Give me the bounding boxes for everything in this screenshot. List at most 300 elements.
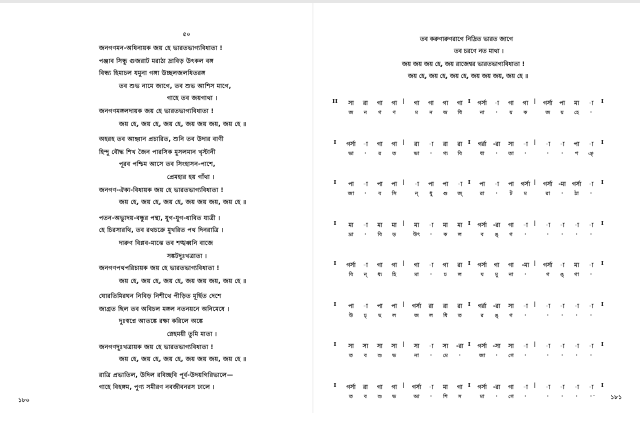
syllable: উৎ [410, 232, 424, 240]
note: পা [475, 180, 489, 190]
syllable: না [475, 110, 489, 118]
syllable: হি [387, 272, 401, 280]
notation-row [330, 261, 630, 302]
bar-line: I [466, 221, 472, 227]
lyric-line: জাগ্রত ছিল তব অবিচল মঙ্গল নতনয়নে অনিমেষে । [99, 304, 299, 317]
bar-line: I [466, 140, 472, 146]
lyric-line: স্নেহময়ী তুমি মাতা । [99, 329, 299, 342]
note: গা [373, 99, 387, 109]
syllable: ভা [410, 151, 424, 159]
lyric-line: জয় জয় জয় হে, জয় রাজেশ্বর ভারতভাগ্যবিধাতা ! [402, 59, 612, 71]
notation-row [330, 342, 630, 383]
note: গা [504, 221, 518, 231]
note: গর্সা [518, 180, 532, 190]
syllable: ন্ [358, 272, 372, 280]
note: পা [344, 302, 358, 312]
note: পা [373, 180, 387, 190]
note: -া [541, 342, 555, 352]
syllable: ব [358, 394, 372, 402]
note: গা [387, 99, 401, 109]
syllable: · [541, 232, 555, 238]
bar-line-close: I [599, 140, 605, 146]
lyric-line: হে চিরসারথি, তব রথচক্রে মুখরিত পথ দিনরাত্রি । [99, 225, 299, 238]
note: -সা [490, 342, 504, 352]
note: গা [453, 383, 467, 393]
notation-row [330, 180, 630, 221]
bar-line: | [532, 342, 538, 348]
syllable: জ [541, 110, 555, 118]
syllable: ল [387, 313, 401, 321]
note: -া [424, 342, 438, 352]
syllable: ধ্য [373, 272, 387, 280]
bar-line-close: I [599, 221, 605, 227]
syllable: ক [518, 110, 532, 118]
notation-notes [330, 383, 620, 393]
bar-line-open: I [330, 261, 340, 267]
notation-syllables [340, 191, 630, 201]
note: -া [518, 383, 532, 393]
lyric-line: বিন্ধ্য হিমাচল যমুনা গঙ্গা উচ্ছলজলধিতরঙ্গ [99, 68, 299, 81]
lyric-line: প্রেমহার হয় গাঁথা । [99, 172, 299, 185]
syllable: · [584, 232, 598, 238]
note: গা [504, 383, 518, 393]
syllable: ধি [453, 110, 467, 118]
lyric-line: তব শুভ নামে জাগে, তব শুভ আশিস মাগে, [99, 81, 299, 94]
note: -া [358, 221, 372, 231]
bar-line: | [532, 261, 538, 267]
syllable: ড় [387, 232, 401, 240]
note: গর্রা [475, 302, 489, 312]
note: -রা [490, 302, 504, 312]
bar-line-open: I [330, 180, 340, 186]
syllable: হে [570, 110, 584, 118]
syllable: · [570, 394, 584, 400]
syllable: · [570, 313, 584, 319]
bar-line-close: I [599, 180, 605, 186]
syllable: ম [410, 110, 424, 118]
notation-syllables [340, 353, 630, 363]
bar-line: I [466, 99, 472, 105]
syllable: জ [410, 313, 424, 321]
note: -া [584, 180, 598, 190]
note: পা [387, 302, 401, 312]
note: রা [453, 140, 467, 150]
syllable: · [424, 151, 438, 157]
book-spread [0, 3, 640, 413]
lyric-line: গাহে বিহঙ্গম, পুণ্য সমীরণ নবজীবনরস ঢালে । [99, 382, 299, 395]
bar-line: | [532, 140, 538, 146]
note: -া [541, 302, 555, 312]
note: -া [570, 302, 584, 312]
page-number-left: ১৮০ [18, 395, 30, 406]
note: রা [453, 261, 467, 271]
syllable: ন্ [410, 191, 424, 199]
syllable: চ্ [358, 313, 372, 321]
lyric-line: পতন-অভ্যুদয়-বন্ধুর পন্থা, যুগ-যুগ-ধাবিত যাত্রী । [99, 213, 299, 226]
note: মা [570, 99, 584, 109]
bar-line: | [401, 261, 407, 267]
note: গা [453, 99, 467, 109]
note: পা [504, 180, 518, 190]
note: -া [518, 302, 532, 312]
note: গর্সা [344, 140, 358, 150]
lyric-line: পঞ্জাব সিন্ধু গুজরাট মরাঠা দ্রাবিড় উৎকল বঙ্গ [99, 56, 299, 69]
syllable: জা [475, 353, 489, 361]
syllable: জ্ [453, 191, 467, 199]
syllable: গ [504, 232, 518, 240]
syllable: আ [410, 394, 424, 402]
syllable: মে [438, 353, 452, 361]
notation-row [330, 140, 630, 181]
note: -া [584, 261, 598, 271]
syllable: গা [570, 272, 584, 280]
syllable: ভ [387, 394, 401, 402]
syllable: · [424, 272, 438, 278]
note: গা [504, 99, 518, 109]
syllable: ব [373, 191, 387, 199]
syllable: শু [373, 394, 387, 402]
syllable: · [490, 110, 504, 116]
syllable: রা [541, 191, 555, 199]
bar-line-close: I [599, 342, 605, 348]
note: -া [518, 140, 532, 150]
bar-line: | [401, 99, 407, 105]
syllable: · [490, 353, 504, 359]
note: -রা [490, 221, 504, 231]
page-number-right: ১৮১ [610, 392, 622, 403]
note: -া [453, 180, 467, 190]
lyric-line: তব চরণে নত মাথা । [402, 46, 612, 58]
bar-line: I [466, 261, 472, 267]
note: রা [438, 140, 452, 150]
bar-line: | [532, 302, 538, 308]
note: সা [410, 342, 424, 352]
note: পা [438, 180, 452, 190]
note: মা [570, 261, 584, 271]
syllable: র [373, 151, 387, 159]
note: সা [373, 342, 387, 352]
note: গর্সা [541, 99, 555, 109]
note: -া [490, 180, 504, 190]
syllable: প [570, 151, 584, 159]
note: গা [424, 99, 438, 109]
note: পা [555, 99, 569, 109]
syllable: ণ [387, 110, 401, 118]
syllable: ধি [438, 313, 452, 321]
note: গর্সা [475, 99, 489, 109]
syllable: গে [504, 353, 518, 361]
bar-line: I [466, 180, 472, 186]
notation-notes [330, 342, 620, 352]
note: -া [584, 302, 598, 312]
note: মা [387, 221, 401, 231]
syllable: · [541, 151, 555, 157]
syllable: · [518, 353, 532, 359]
syllable: ক [438, 232, 452, 240]
syllable: বি [373, 232, 387, 240]
lyric-line: তব করুণারুণরাগে নিদ্রিত ভারত জাগে [402, 34, 612, 46]
lyrics-block [99, 43, 299, 395]
syllable: ঙ্ [490, 313, 504, 321]
bar-line: I [466, 383, 472, 389]
lyric-line: হিন্দু বৌদ্ধ শিখ জৈন পারসিক মুসলমান খৃস্টানী [99, 147, 299, 160]
scan-mark: - [593, 392, 595, 399]
note: মা [373, 221, 387, 231]
note: রা [453, 302, 467, 312]
note: গা [387, 261, 401, 271]
note: -া [555, 140, 569, 150]
note: -া [410, 180, 424, 190]
note: -া [424, 140, 438, 150]
note: -া [570, 342, 584, 352]
note: পা [570, 140, 584, 150]
lyric-line: সঙ্কটদুঃখত্রাতা । [99, 251, 299, 264]
lyric-line: জনগণ-ঐক্য-বিধায়ক জয় হে ভারতভাগ্যবিধাতা ! [99, 185, 299, 198]
lyric-line: জনগণমন-অধিনায়ক জয় হে ভারতভাগ্যবিধাতা ! [99, 43, 299, 56]
section-number: ৫০ [0, 29, 313, 40]
syllable: মু [490, 272, 504, 280]
syllable: ব [475, 232, 489, 240]
bar-line: I [466, 342, 472, 348]
syllable: ত [344, 394, 358, 402]
notation-syllables [340, 394, 630, 404]
bar-line: I [466, 302, 472, 308]
syllable: · [555, 191, 569, 197]
note: গর্সা [344, 261, 358, 271]
note: গা [410, 261, 424, 271]
note: -া [584, 221, 598, 231]
note: -া [541, 383, 555, 393]
syllable: · [555, 151, 569, 157]
syllable: সি [387, 191, 401, 199]
note: -া [358, 140, 372, 150]
note: -া [490, 99, 504, 109]
notation-syllables [340, 232, 630, 242]
note: গা [387, 140, 401, 150]
syllable: স [453, 394, 467, 402]
note: গা [438, 99, 452, 109]
note: সা [504, 302, 518, 312]
syllable: · [584, 313, 598, 319]
syllable: · [570, 353, 584, 359]
bar-line-close: I [599, 99, 605, 105]
lyric-line: পূরব পশ্চিম আসে তব সিংহাসন-পাশে, [99, 159, 299, 172]
syllable: ত [344, 353, 358, 361]
note: -া [541, 221, 555, 231]
note: গা [373, 383, 387, 393]
syllable: জা [344, 191, 358, 199]
note: পা [373, 302, 387, 312]
bar-line-open: I [330, 342, 340, 348]
lyric-line: জনগণমঙ্গলদায়ক জয় হে ভারতভাগ্যবিধাতা ! [99, 106, 299, 119]
syllable: · [584, 353, 598, 359]
syllable: য় [555, 110, 569, 118]
syllable: অ [438, 110, 452, 118]
note: -া [555, 302, 569, 312]
note: -া [570, 221, 584, 231]
syllable: দ্রা [344, 232, 358, 240]
note: গর্সা [475, 342, 489, 352]
notation-syllables [340, 110, 630, 120]
syllable: ল [424, 313, 438, 321]
syllable: রা [475, 191, 489, 199]
lyric-line: অহরহ তব আহ্বান প্রচারিত, শুনি তব উদার বাণী [99, 134, 299, 147]
syllable: ঞ্ [584, 151, 598, 159]
notation-row [330, 221, 630, 262]
note: গর্সা [475, 221, 489, 231]
syllable: ধা [475, 151, 489, 159]
syllable: মা [410, 272, 424, 280]
syllable: ন [358, 110, 372, 118]
syllable: · [358, 232, 372, 238]
swaralipi-notation [330, 99, 630, 423]
syllable: য় [504, 110, 518, 118]
note: গর্সা [541, 261, 555, 271]
note: -রা [490, 383, 504, 393]
note: গা [490, 261, 504, 271]
bar-line: | [532, 221, 538, 227]
syllable: · [555, 394, 569, 400]
note: -া [358, 261, 372, 271]
lyric-line: জয় হে, জয় হে, জয় হে, জয় জয় জয়, জয় হে ॥ [99, 276, 299, 289]
note: গর্রা [475, 140, 489, 150]
syllable: · [584, 394, 598, 400]
syllable: · [490, 151, 504, 157]
notation-notes [330, 261, 620, 271]
note: -া [358, 180, 372, 190]
lyric-line: রাত্রি প্রভাতিল, উদিল রবিচ্ছবি পূর্ব-উদয়গিরিভালে— [99, 370, 299, 383]
syllable: ঠা [570, 191, 584, 199]
bar-line-close: I [599, 261, 605, 267]
syllable: · [584, 110, 598, 116]
note: গর্সা [475, 261, 489, 271]
note: গর্সা [475, 383, 489, 393]
syllable: · [518, 313, 532, 319]
note: পা [344, 180, 358, 190]
lyrics-continuation [402, 34, 612, 84]
syllable: শি [438, 394, 452, 402]
note: -া [555, 342, 569, 352]
syllable: · [541, 394, 555, 400]
note: -মা [555, 180, 569, 190]
notation-row [330, 383, 630, 423]
syllable: ঙ্ [555, 272, 569, 280]
note: -া [358, 302, 372, 312]
notation-row [330, 302, 630, 343]
syllable: র [475, 313, 489, 321]
lyric-line: জয় হে, জয় হে, জয় হে, জয় জয় জয়, জয় হে ॥ [402, 71, 612, 83]
syllable: গ [504, 313, 518, 321]
syllable: ভা [344, 151, 358, 159]
syllable: · [518, 394, 532, 400]
note: সা [358, 342, 372, 352]
bar-line: | [532, 99, 538, 105]
note: রা [438, 302, 452, 312]
notation-syllables [340, 272, 630, 282]
note: -া [424, 261, 438, 271]
note: মা [410, 221, 424, 231]
syllable: জ [344, 110, 358, 118]
syllable: · [358, 151, 372, 157]
syllable: বি [453, 151, 467, 159]
note: -া [555, 261, 569, 271]
note: -া [570, 383, 584, 393]
syllable: ত [453, 313, 467, 321]
syllable: · [555, 313, 569, 319]
syllable: · [424, 353, 438, 359]
syllable: · [490, 394, 504, 400]
note: রা [358, 99, 372, 109]
note: -া [555, 383, 569, 393]
syllable: বি [344, 272, 358, 280]
bar-line: | [532, 180, 538, 186]
bar-line-open: I [330, 140, 340, 146]
note: গা [373, 140, 387, 150]
notation-syllables [340, 151, 630, 161]
note: মা [438, 221, 452, 231]
syllable: ল [453, 232, 467, 240]
bar-line: | [532, 383, 538, 389]
syllable: ব [358, 353, 372, 361]
note: -রা [453, 342, 467, 352]
notation-notes [330, 221, 620, 231]
syllable: ল [453, 272, 467, 280]
note: গর্সা [410, 383, 424, 393]
note: গর্সা [570, 180, 584, 190]
note: -া [584, 383, 598, 393]
note: -রা [490, 140, 504, 150]
note: -া [584, 342, 598, 352]
note: গর্সা [410, 302, 424, 312]
notation-notes [330, 140, 620, 150]
syllable: তা [504, 151, 518, 159]
syllable: · [518, 232, 532, 238]
lyric-line: জয় হে, জয় হে, জয় হে, জয় জয় জয়, জয় হে ॥ [99, 119, 299, 132]
lyric-line: গাহে তব জয়গাথা । [99, 93, 299, 106]
syllable: · [541, 353, 555, 359]
syllable: · [490, 191, 504, 197]
note: সা [344, 342, 358, 352]
syllable: · [584, 191, 598, 197]
lyric-line: ঘোরতিমিরঘন নিবিড় নিশীথে পীড়িত মূর্ছিত দেশে [99, 291, 299, 304]
notation-notes [330, 99, 620, 109]
syllable: না [504, 272, 518, 280]
note: গা [438, 261, 452, 271]
note: -া [424, 221, 438, 231]
note: সা [438, 342, 452, 352]
syllable: · [424, 232, 438, 238]
bar-line: | [401, 221, 407, 227]
syllable: ছ [373, 313, 387, 321]
bar-line-open: I [330, 383, 340, 389]
bar-line-open: II [330, 99, 340, 105]
note: -া [541, 140, 555, 150]
note: রা [424, 302, 438, 312]
syllable: গে [504, 394, 518, 402]
note: পা [387, 180, 401, 190]
note: -া [424, 383, 438, 393]
lyric-line: দুঃস্বপ্নে আতঙ্কে রক্ষা করিলে অঙ্কে [99, 316, 299, 329]
note: গা [410, 99, 424, 109]
note: মা [453, 221, 467, 231]
syllable: না [410, 353, 424, 361]
bar-line: | [401, 383, 407, 389]
lyric-line: জনগণপথপরিচায়ক জয় হে ভারতভাগ্যবিধাতা ! [99, 263, 299, 276]
bar-line-close: I [599, 302, 605, 308]
syllable: · [570, 232, 584, 238]
syllable: · [424, 394, 438, 400]
right-page [314, 3, 640, 413]
